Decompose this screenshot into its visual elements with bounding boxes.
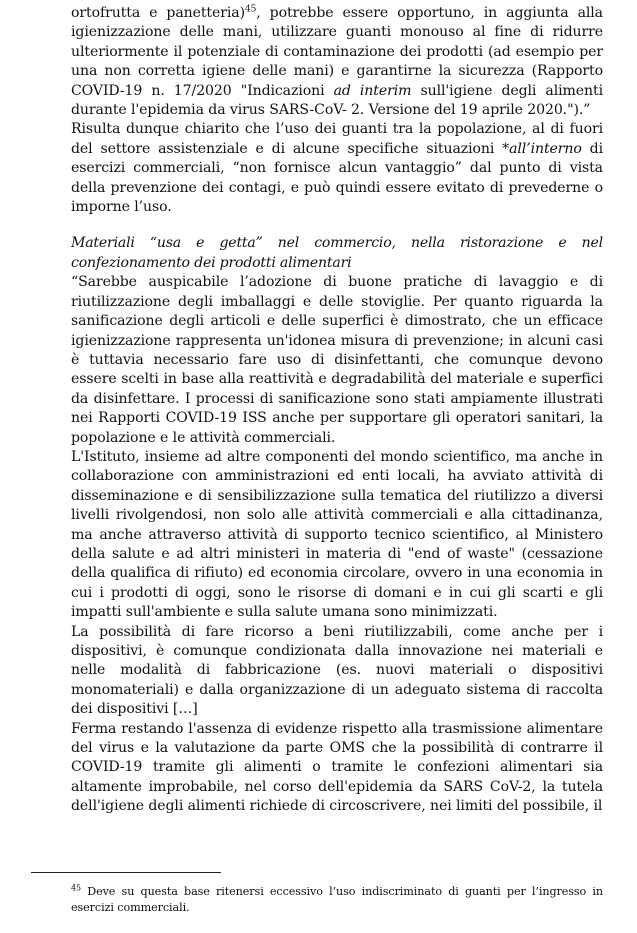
paragraph-text: di esercizi commerciali, “non fornisce alcun vantaggio” dal punto di vista della prevenzione dei contagi, e può quindi essere evitato di prevederne o imporne l’uso. xyxy=(71,140,603,216)
paragraph-text: Risulta dunque chiarito che l’uso dei guanti tra la popolazione, al di fuori del settore assistenziale e di alcune specifiche situazioni xyxy=(71,121,603,157)
paragraph-reusable-goods: La possibilità di fare ricorso a beni riutilizzabili, come anche per i dispositivi, è comunque condizionata dalla innovazione nei materiali e nelle modalità di fabbricazione (es. nuovi materiali o dispositivi monomateriali) e dalla organizzazione di un adeguato sistema di raccolta dei dispositivi […] xyxy=(71,623,603,718)
italic-text: ad interim xyxy=(333,82,412,99)
paragraph-gloves-conclusion xyxy=(71,120,603,217)
paragraph-reuse-practices: “Sarebbe auspicabile l’adozione di buone pratiche di lavaggio e di riutilizzazione degli imballaggi e delle stoviglie. Per quanto riguarda la sanificazione degli articoli e delle superfici è dimostrato, che un efficace igienizzazione rappresenta un'idonea misura di prevenzione; in alcuni casi è tuttavia necessario fare uso di disinfettanti, che comunque devono essere scelti in base alla reattività e degradabilità del materiale e superfici da disinfettare. I processi di sanificazione sono stati ampiamente illustrati nei Rapporti COVID-19 ISS anche per supportare gli operatori sanitari, la popolazione e le attività commerciali. xyxy=(71,274,603,446)
footnote xyxy=(71,884,603,916)
footnote-number: 45 xyxy=(71,883,81,893)
paragraph-gloves-advice xyxy=(71,4,603,120)
footnote-text: Deve su questa base ritenersi eccessivo l’uso indiscriminato di guanti per l’ingresso in esercizi commerciali. xyxy=(71,885,603,914)
footnote-divider xyxy=(31,872,221,873)
section-heading: Materiali “usa e getta” nel commercio, nella ristorazione e nel confezionamento dei prodotti alimentari xyxy=(71,235,603,271)
paragraph-text: sull'igiene degli alimenti durante l'epidemia da virus SARS-CoV- 2. Versione del 19 aprile 2020.").” xyxy=(71,82,603,119)
footnote-reference[interactable]: 45 xyxy=(245,4,257,15)
italic-text: *all’interno xyxy=(502,140,582,157)
paragraph-text: ortofrutta e panetteria) xyxy=(71,5,245,21)
paragraph-food-hygiene: Ferma restando l'assenza di evidenze rispetto alla trasmissione alimentare del virus e la valutazione da parte OMS che la possibilità di contrarre il COVID-19 tramite gli alimenti o tramite le confezioni alimentari sia altamente improbabile, nel corso dell'epidemia da SARS CoV-2, la tutela dell'igiene degli alimenti richiede di circoscrivere, nei limiti del possibile, il xyxy=(71,720,603,815)
document-body xyxy=(71,4,603,817)
paragraph-text: , potrebbe essere opportuno, in aggiunta alla igienizzazione delle mani, utilizzare guanti monouso al fine di ridurre ulteriormente il potenziale di contaminazione dei prodotti (ad esempio per una non corretta igiene delle mani) e garantirne la sicurezza (Rapporto COVID-19 n. 17/2020 "Indicazioni xyxy=(71,5,603,99)
paragraph-institute: L'Istituto, insieme ad altre componenti del mondo scientifico, ma anche in collaborazione con amministrazioni ed enti locali, ha avviato attività di disseminazione e di sensibilizzazione sulla tematica del riutilizzo a diversi livelli rivolgendosi, non solo alle attività commerciali e alla cittadinanza, ma anche attraverso attività di supporto tecnico scientifico, al Ministero della salute e ad altri ministeri in materia di "end of waste" (cessazione della qualifica di rifiuto) ed economia circolare, ovvero in una economia in cui i prodotti di oggi, sono le risorse di domani e in cui gli scarti e gli impatti sull'ambiente e sulla salute umana sono minimizzati. xyxy=(71,448,603,621)
